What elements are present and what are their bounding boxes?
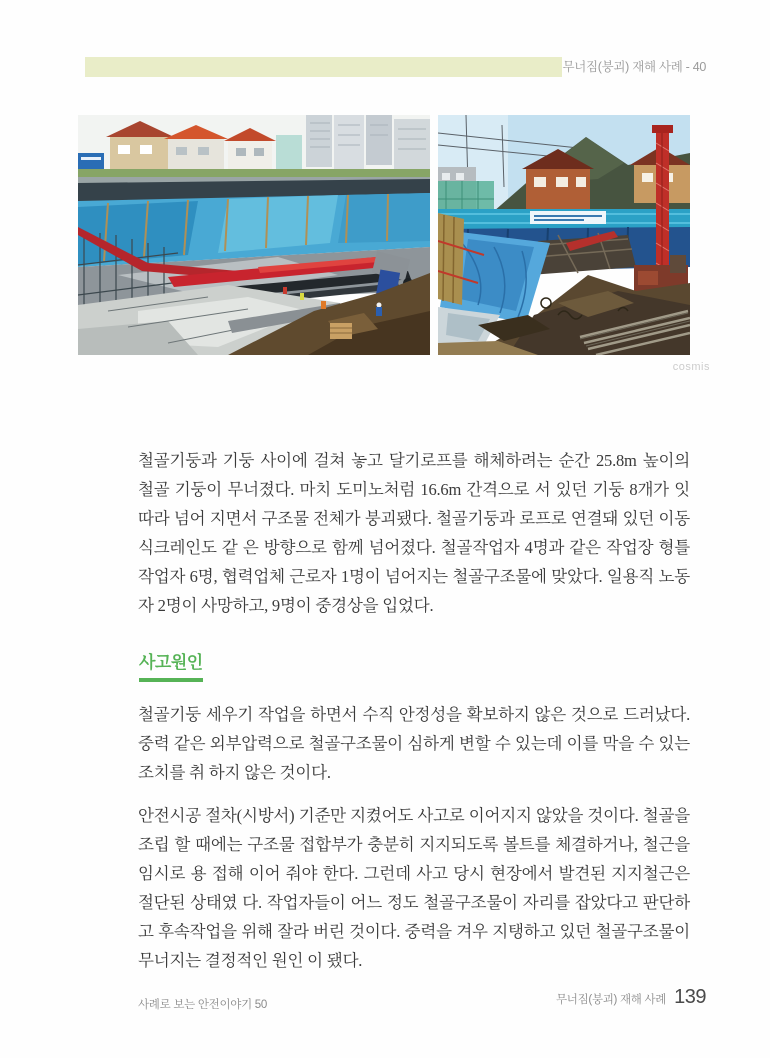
footer-right — [556, 986, 706, 1009]
page-number: 139 — [674, 986, 706, 1008]
header-accent-bar — [85, 57, 562, 77]
photo-collapse-site-right — [438, 115, 690, 355]
footer-series-title: 사례로 보는 안전이야기 50 — [138, 999, 267, 1011]
footer-case-label: 무너짐(붕괴) 재해 사례 — [555, 994, 667, 1006]
intro-paragraph: 철골기둥과 기둥 사이에 걸쳐 놓고 달기로프를 해체하려는 순간 25.8m 높이의 철골 기둥이 무너졌다. 마치 도미노처럼 16.6m 간격으로 서 있던 기둥 8개가 잇따라 넘어 지면서 구조물 전체가 붕괴됐다. 철골기둥과 로프로 연결돼 있던 이동식크레인도 같 은 방향으로 함께 넘어졌다. 철골작업자 4명과 같은 작업장 형틀작업자 6명, 협력업체 근로자 1명이 넘어지는 철골구조물에 맞았다. 일용직 노동자 2명이 사망하고, 9명이 중경상을 입었다. — [138, 451, 690, 615]
photo-credit: cosmis — [672, 361, 710, 373]
section-heading-cause: 사고원인 — [139, 648, 203, 682]
photo-right-illustration — [438, 115, 690, 355]
cause-paragraph-1: 철골기둥 세우기 작업을 하면서 수직 안정성을 확보하지 않은 것으로 드러났다. 중력 같은 외부압력으로 철골구조물이 심하게 변할 수 있는데 이를 막을 수 있는 조치를 취 하지 않은 것이다. — [138, 705, 690, 782]
header-case-label: 무너짐(붕괴) 재해 사례 - 40 — [562, 60, 706, 74]
cause-paragraph-2: 안전시공 절차(시방서) 기준만 지켰어도 사고로 이어지지 않았을 것이다. 철골을 조립 할 때에는 구조물 접합부가 충분히 지지되도록 볼트를 체결하거나, 철근을 임시로 용 접해 이어 줘야 한다. 그런데 사고 당시 현장에서 발견된 지지철근은 절단된 상태였 다. 작업자들이 어느 정도 철골구조물이 자리를 잡았다고 판단하고 후속작업을 위해 잘라 버린 것이다. 중력을 겨우 지탱하고 있던 철골구조물이 무너지는 결정적인 원인 이 됐다. — [138, 806, 690, 970]
photo-left-illustration — [78, 115, 430, 355]
photo-collapse-site-left — [78, 115, 430, 355]
